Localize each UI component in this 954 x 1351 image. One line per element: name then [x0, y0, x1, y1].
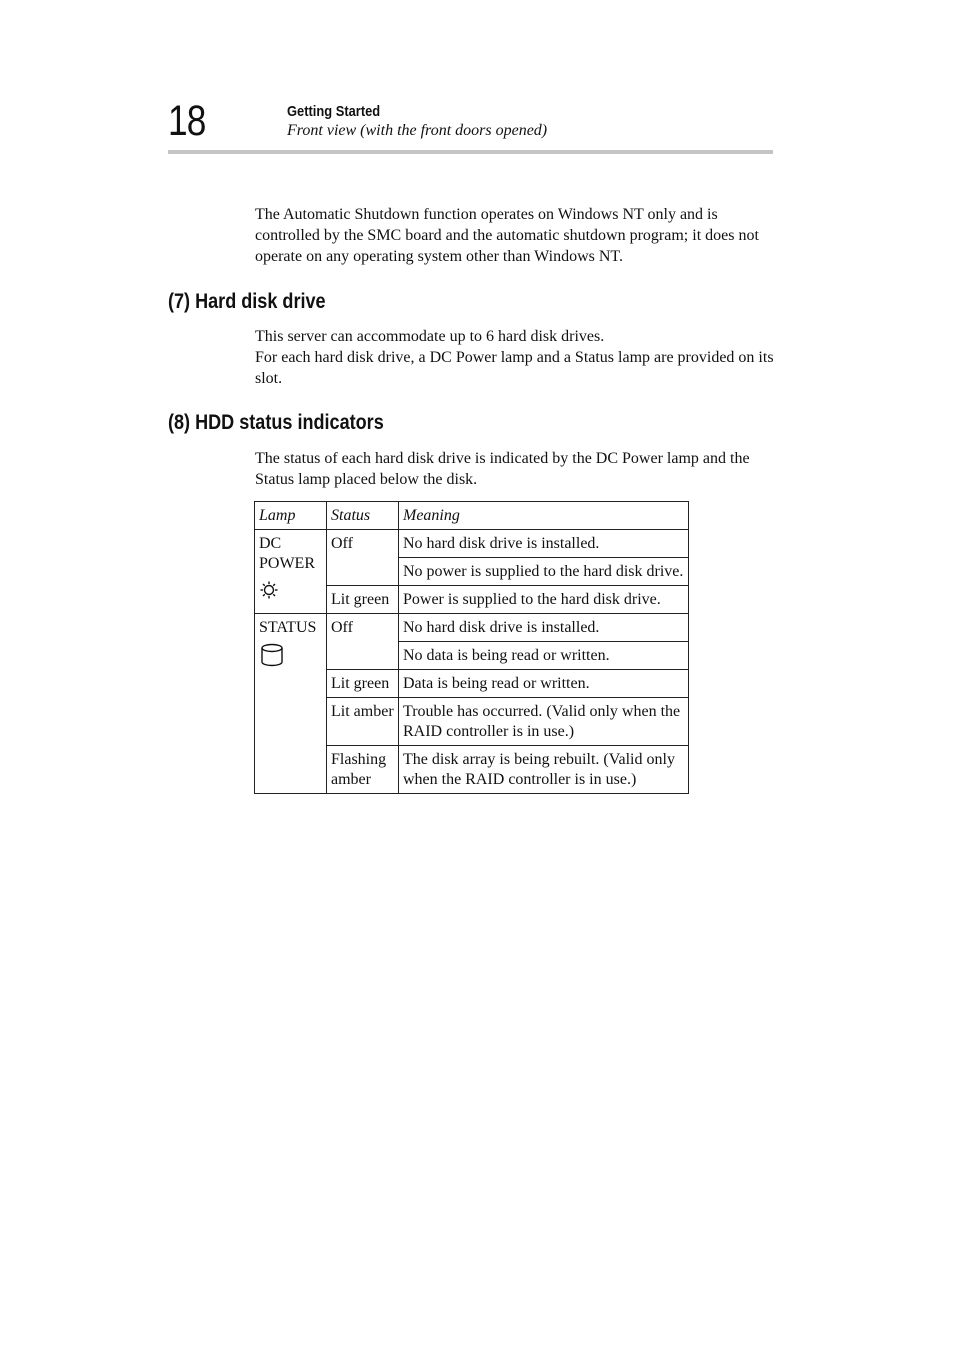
table-row: [255, 614, 689, 642]
running-header-subsection: Front view (with the front doors opened): [287, 122, 548, 139]
status-cell: Off: [327, 530, 399, 586]
header-rule: [168, 150, 773, 154]
disk-cylinder-icon: [259, 642, 322, 666]
heading-hard-disk-drive: (7) Hard disk drive: [168, 290, 326, 313]
lamp-cell-dc-power: [255, 530, 327, 614]
meaning-cell: Data is being read or written.: [399, 670, 689, 698]
header-lamp: Lamp: [255, 502, 327, 530]
hard-disk-paragraph: [255, 326, 775, 389]
status-cell: Lit green: [327, 670, 399, 698]
table-header-row: [255, 502, 689, 530]
meaning-cell: No hard disk drive is installed.: [399, 530, 689, 558]
header-meaning: Meaning: [399, 502, 689, 530]
meaning-cell: The disk array is being rebuilt. (Valid only when the RAID controller is in use.): [399, 746, 689, 794]
lamp-cell-status: [255, 614, 327, 794]
sun-icon: [259, 580, 322, 604]
meaning-cell: No hard disk drive is installed.: [399, 614, 689, 642]
lamp-label-dc-power: DC POWER: [259, 535, 315, 572]
hdd-status-paragraph: The status of each hard disk drive is indicated by the DC Power lamp and the Status lamp placed below the disk.: [255, 450, 750, 488]
hdd-status-table: [254, 501, 689, 794]
meaning-cell: No data is being read or written.: [399, 642, 689, 670]
lamp-label-status: STATUS: [259, 619, 317, 636]
meaning-cell: Trouble has occurred. (Valid only when the RAID controller is in use.): [399, 698, 689, 746]
status-cell: Flashing amber: [327, 746, 399, 794]
status-cell: Lit amber: [327, 698, 399, 746]
heading-hdd-status-indicators: (8) HDD status indicators: [168, 411, 384, 434]
hard-disk-line-2: For each hard disk drive, a DC Power lamp and a Status lamp are provided on its slot.: [255, 349, 774, 387]
meaning-cell: No power is supplied to the hard disk drive.: [399, 558, 689, 586]
status-cell: Lit green: [327, 586, 399, 614]
intro-paragraph: The Automatic Shutdown function operates on Windows NT only and is controlled by the SMC board and the automatic shutdown program; it does not operate on any operating system other than Windows NT.: [255, 206, 759, 265]
status-cell: Off: [327, 614, 399, 670]
header-status: Status: [327, 502, 399, 530]
meaning-cell: Power is supplied to the hard disk drive.: [399, 586, 689, 614]
running-header-section: Getting Started: [287, 103, 381, 120]
table-row: [255, 530, 689, 558]
hard-disk-line-1: This server can accommodate up to 6 hard disk drives.: [255, 328, 605, 345]
page-number: 18: [168, 97, 206, 145]
